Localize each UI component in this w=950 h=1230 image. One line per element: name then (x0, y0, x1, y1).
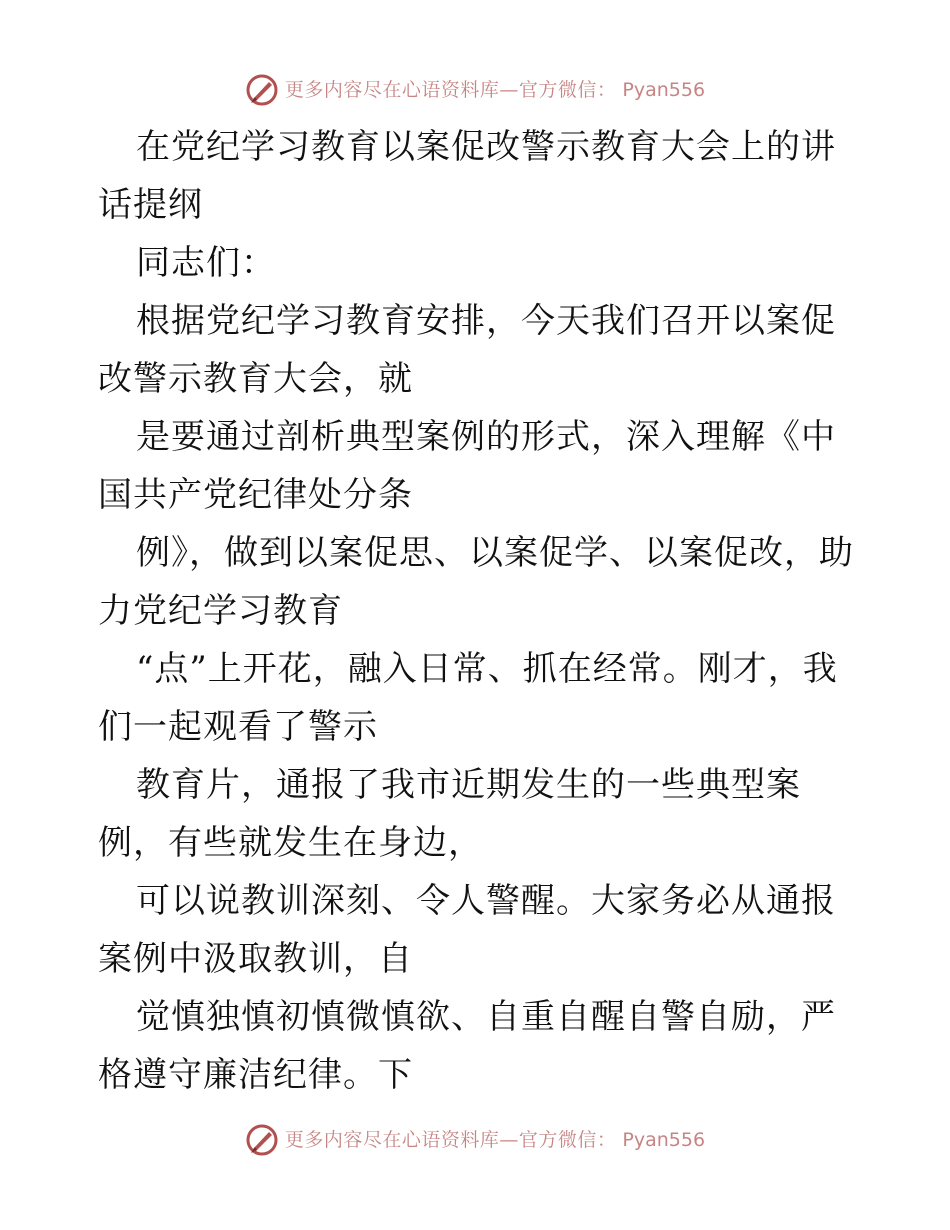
body-paragraph: 觉慎独慎初慎微慎欲、自重自醒自警自励，严格遵守廉洁纪律。下 (98, 997, 836, 1095)
watermark-text: 更多内容尽在心语资料库—官方微信： (284, 1129, 617, 1151)
body-paragraph: 教育片，通报了我市近期发生的一些典型案例，有些就发生在身边， (98, 765, 801, 863)
document-title: 在党纪学习教育以案促改警示教育大会上的讲话提纲 (98, 127, 836, 225)
header-watermark (0, 70, 950, 110)
document-body (98, 118, 858, 1104)
quill-logo-icon (245, 73, 279, 107)
salutation: 同志们： (136, 243, 276, 283)
body-paragraph: 是要通过剖析典型案例的形式，深入理解《中国共产党纪律处分条 (98, 417, 836, 515)
body-paragraph: 根据党纪学习教育安排，今天我们召开以案促改警示教育大会，就 (98, 301, 836, 399)
body-paragraph: “点”上开花，融入日常、抓在经常。刚才，我们一起观看了警示 (98, 649, 838, 747)
watermark-wechat-id: Pyan556 (622, 79, 706, 101)
watermark-wechat-id: Pyan556 (622, 1129, 706, 1151)
footer-watermark (0, 1120, 950, 1160)
body-paragraph: 可以说教训深刻、令人警醒。大家务必从通报案例中汲取教训，自 (98, 881, 836, 979)
watermark-text: 更多内容尽在心语资料库—官方微信： (284, 79, 617, 101)
quill-logo-icon (245, 1123, 279, 1157)
body-paragraph: 例》，做到以案促思、以案促学、以案促改，助力党纪学习教育 (98, 533, 854, 631)
